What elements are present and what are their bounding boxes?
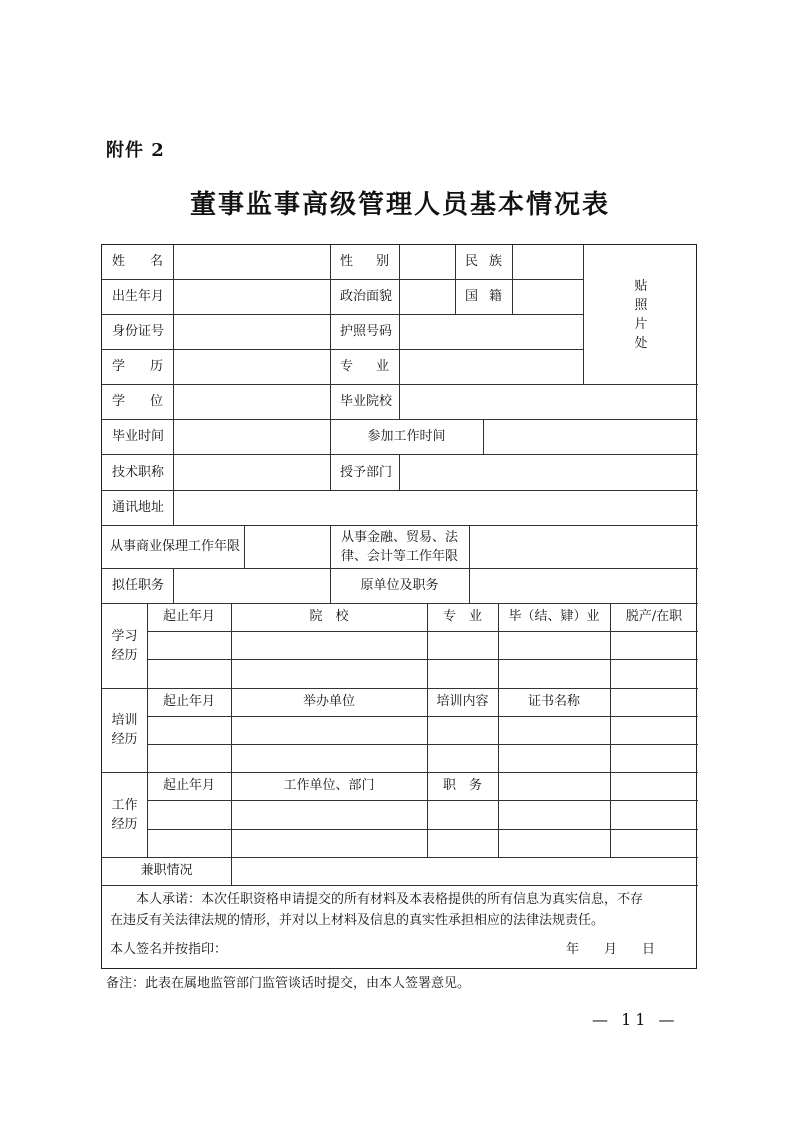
study-experience-label: 学习 经历 xyxy=(111,628,138,663)
granting-dept-field[interactable] xyxy=(400,455,698,490)
name-field[interactable] xyxy=(174,245,330,279)
title-rank-field[interactable] xyxy=(174,455,330,490)
proposed-post-field[interactable] xyxy=(174,569,330,603)
id-number-field[interactable] xyxy=(174,315,330,349)
education-field[interactable] xyxy=(174,350,330,384)
graduate-school-label: 毕业院校 xyxy=(340,394,393,409)
name-label: 姓 名 xyxy=(112,254,163,269)
work-header-employer: 工作单位、部门 xyxy=(283,778,375,793)
work-header-position: 职 务 xyxy=(442,778,482,793)
original-post-field[interactable] xyxy=(470,569,698,603)
signature-label: 本人签名并按指印： xyxy=(110,942,228,957)
signature-date: 年 月 日 xyxy=(566,942,662,957)
passport-field[interactable] xyxy=(400,315,583,349)
study-header-school: 院 校 xyxy=(309,609,349,624)
finance-years-field[interactable] xyxy=(470,526,698,568)
ethnicity-label: 民 族 xyxy=(465,254,502,269)
work-start-field[interactable] xyxy=(484,420,698,454)
gender-field[interactable] xyxy=(400,245,455,279)
remark-note: 备注：此表在属地监管部门监管谈话时提交，由本人签署意见。 xyxy=(106,976,471,991)
finance-years-label: 从事金融、贸易、法 律、会计等工作年限 xyxy=(340,530,458,564)
education-label: 学 历 xyxy=(112,359,163,374)
training-header-organizer: 举办单位 xyxy=(302,694,355,709)
degree-label: 学 位 xyxy=(112,394,163,409)
work-header-period: 起止年月 xyxy=(162,778,215,793)
photo-area: 贴 照 片 处 xyxy=(634,278,648,351)
birth-field[interactable] xyxy=(174,280,330,314)
study-header-mode: 脱产/在职 xyxy=(625,609,683,624)
factoring-years-field[interactable] xyxy=(245,526,330,568)
gender-label: 性 别 xyxy=(340,254,389,269)
original-post-label: 原单位及职务 xyxy=(360,578,439,593)
form-title: 董事监事高级管理人员基本情况表 xyxy=(189,190,610,220)
training-header-period: 起止年月 xyxy=(162,694,215,709)
study-header-period: 起止年月 xyxy=(162,609,215,624)
concurrent-field[interactable] xyxy=(232,857,698,885)
work-start-label: 参加工作时间 xyxy=(367,429,446,444)
study-header-major: 专 业 xyxy=(442,609,482,624)
passport-label: 护照号码 xyxy=(340,324,393,339)
graduate-time-label: 毕业时间 xyxy=(112,429,165,444)
address-label: 通讯地址 xyxy=(112,500,165,515)
degree-field[interactable] xyxy=(174,385,330,419)
proposed-post-label: 拟任职务 xyxy=(112,578,165,593)
attachment-label: 附件 2 xyxy=(106,140,165,161)
major-label: 专 业 xyxy=(340,359,389,374)
factoring-years-label: 从事商业保理工作年限 xyxy=(110,539,241,554)
graduate-school-field[interactable] xyxy=(400,385,698,419)
concurrent-label: 兼职情况 xyxy=(140,863,193,878)
address-field[interactable] xyxy=(174,491,698,525)
ethnicity-field[interactable] xyxy=(513,245,583,279)
info-form xyxy=(101,244,697,969)
pledge-text: 本人承诺：本次任职资格申请提交的所有材料及本表格提供的所有信息为真实信息，不存 在违反有关法律法规的情形，并对以上材料及信息的真实性承担相应的法律法规责任。 xyxy=(110,892,644,928)
training-header-content: 培训内容 xyxy=(436,694,489,709)
study-header-graduation: 毕（结、肄）业 xyxy=(508,609,600,624)
birth-label: 出生年月 xyxy=(112,289,165,304)
nationality-label: 国 籍 xyxy=(465,289,502,304)
political-label: 政治面貌 xyxy=(340,289,393,304)
granting-dept-label: 授予部门 xyxy=(340,464,393,480)
nationality-field[interactable] xyxy=(513,280,583,314)
major-field[interactable] xyxy=(400,350,583,384)
graduate-time-field[interactable] xyxy=(174,420,330,454)
training-experience-label: 培训 经历 xyxy=(111,713,138,747)
work-experience-label: 工作 经历 xyxy=(111,797,138,832)
title-rank-label: 技术职称 xyxy=(112,464,165,480)
page-number: — 11 — xyxy=(592,1010,679,1029)
training-header-certificate: 证书名称 xyxy=(527,694,580,709)
id-number-label: 身份证号 xyxy=(112,324,165,339)
political-field[interactable] xyxy=(400,280,455,314)
